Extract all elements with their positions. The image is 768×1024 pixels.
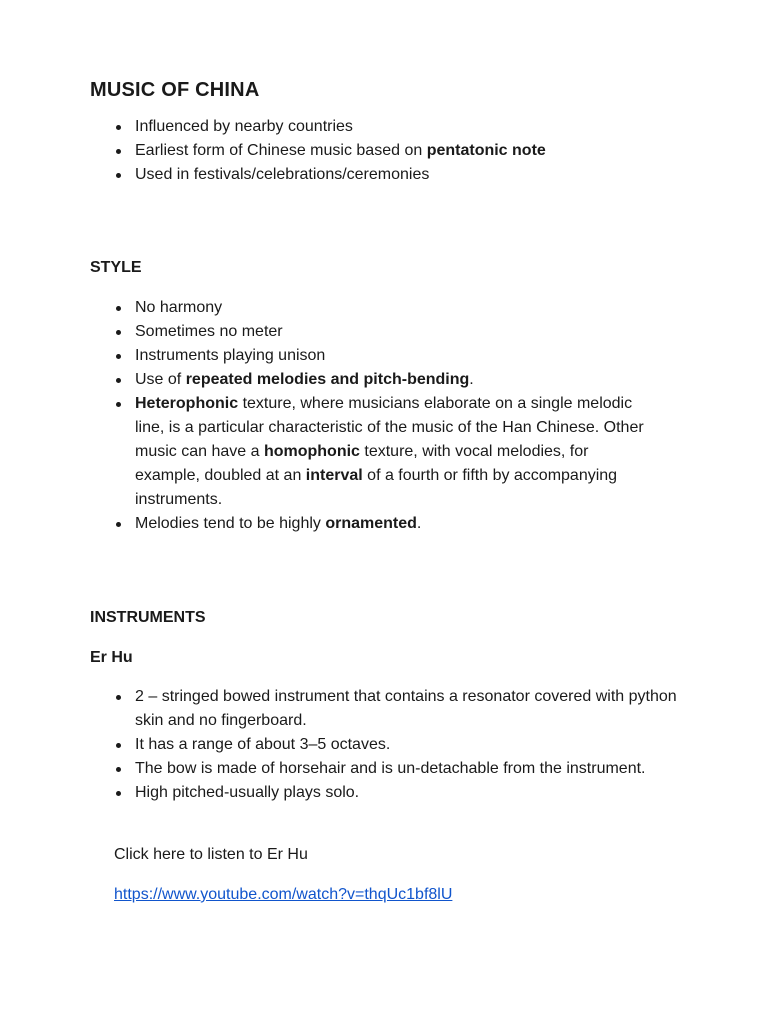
list-item: No harmony (90, 296, 690, 320)
list-item: Sometimes no meter (90, 320, 690, 344)
page-title: MUSIC OF CHINA (90, 79, 260, 101)
list-item: Instruments playing unison (90, 344, 690, 368)
bullet-icon (116, 402, 121, 407)
style-list (90, 296, 690, 536)
list-item: Melodies tend to be highly ornamented. (90, 512, 690, 536)
list-item: Influenced by nearby countries (90, 115, 690, 139)
list-item: It has a range of about 3–5 octaves. (90, 733, 690, 757)
erhu-list (90, 685, 690, 805)
list-item: Used in festivals/celebrations/ceremonies (90, 163, 690, 187)
bullet-icon (116, 743, 121, 748)
bullet-icon (116, 791, 121, 796)
intro-list (90, 115, 690, 187)
youtube-link-paragraph (114, 886, 452, 904)
listen-text: Click here to listen to Er Hu (114, 846, 308, 863)
bullet-icon (116, 695, 121, 700)
list-item: High pitched-usually plays solo. (90, 781, 690, 805)
instruments-heading: INSTRUMENTS (90, 609, 206, 626)
bullet-icon (116, 767, 121, 772)
bullet-icon (116, 354, 121, 359)
youtube-link[interactable]: https://www.youtube.com/watch?v=thqUc1bf8lU (114, 886, 453, 903)
bullet-icon (116, 306, 121, 311)
list-item: Heterophonic texture, where musicians elaborate on a single melodic line, is a particular characteristic of the music of the Han Chinese. Other music can have a homophonic texture, with vocal melodies, for example, doubled at an interval of a fourth or fifth by accompanying instruments. (90, 392, 655, 512)
list-item: The bow is made of horsehair and is un-detachable from the instrument. (90, 757, 655, 781)
bullet-icon (116, 522, 121, 527)
list-item: Earliest form of Chinese music based on pentatonic note (90, 139, 690, 163)
bullet-icon (116, 378, 121, 383)
style-heading: STYLE (90, 259, 142, 276)
list-item: Use of repeated melodies and pitch-bending. (90, 368, 690, 392)
bullet-icon (116, 149, 121, 154)
list-item: 2 – stringed bowed instrument that contains a resonator covered with python skin and no fingerboard. (90, 685, 680, 733)
bullet-icon (116, 330, 121, 335)
erhu-heading: Er Hu (90, 649, 133, 666)
bullet-icon (116, 173, 121, 178)
bullet-icon (116, 125, 121, 130)
